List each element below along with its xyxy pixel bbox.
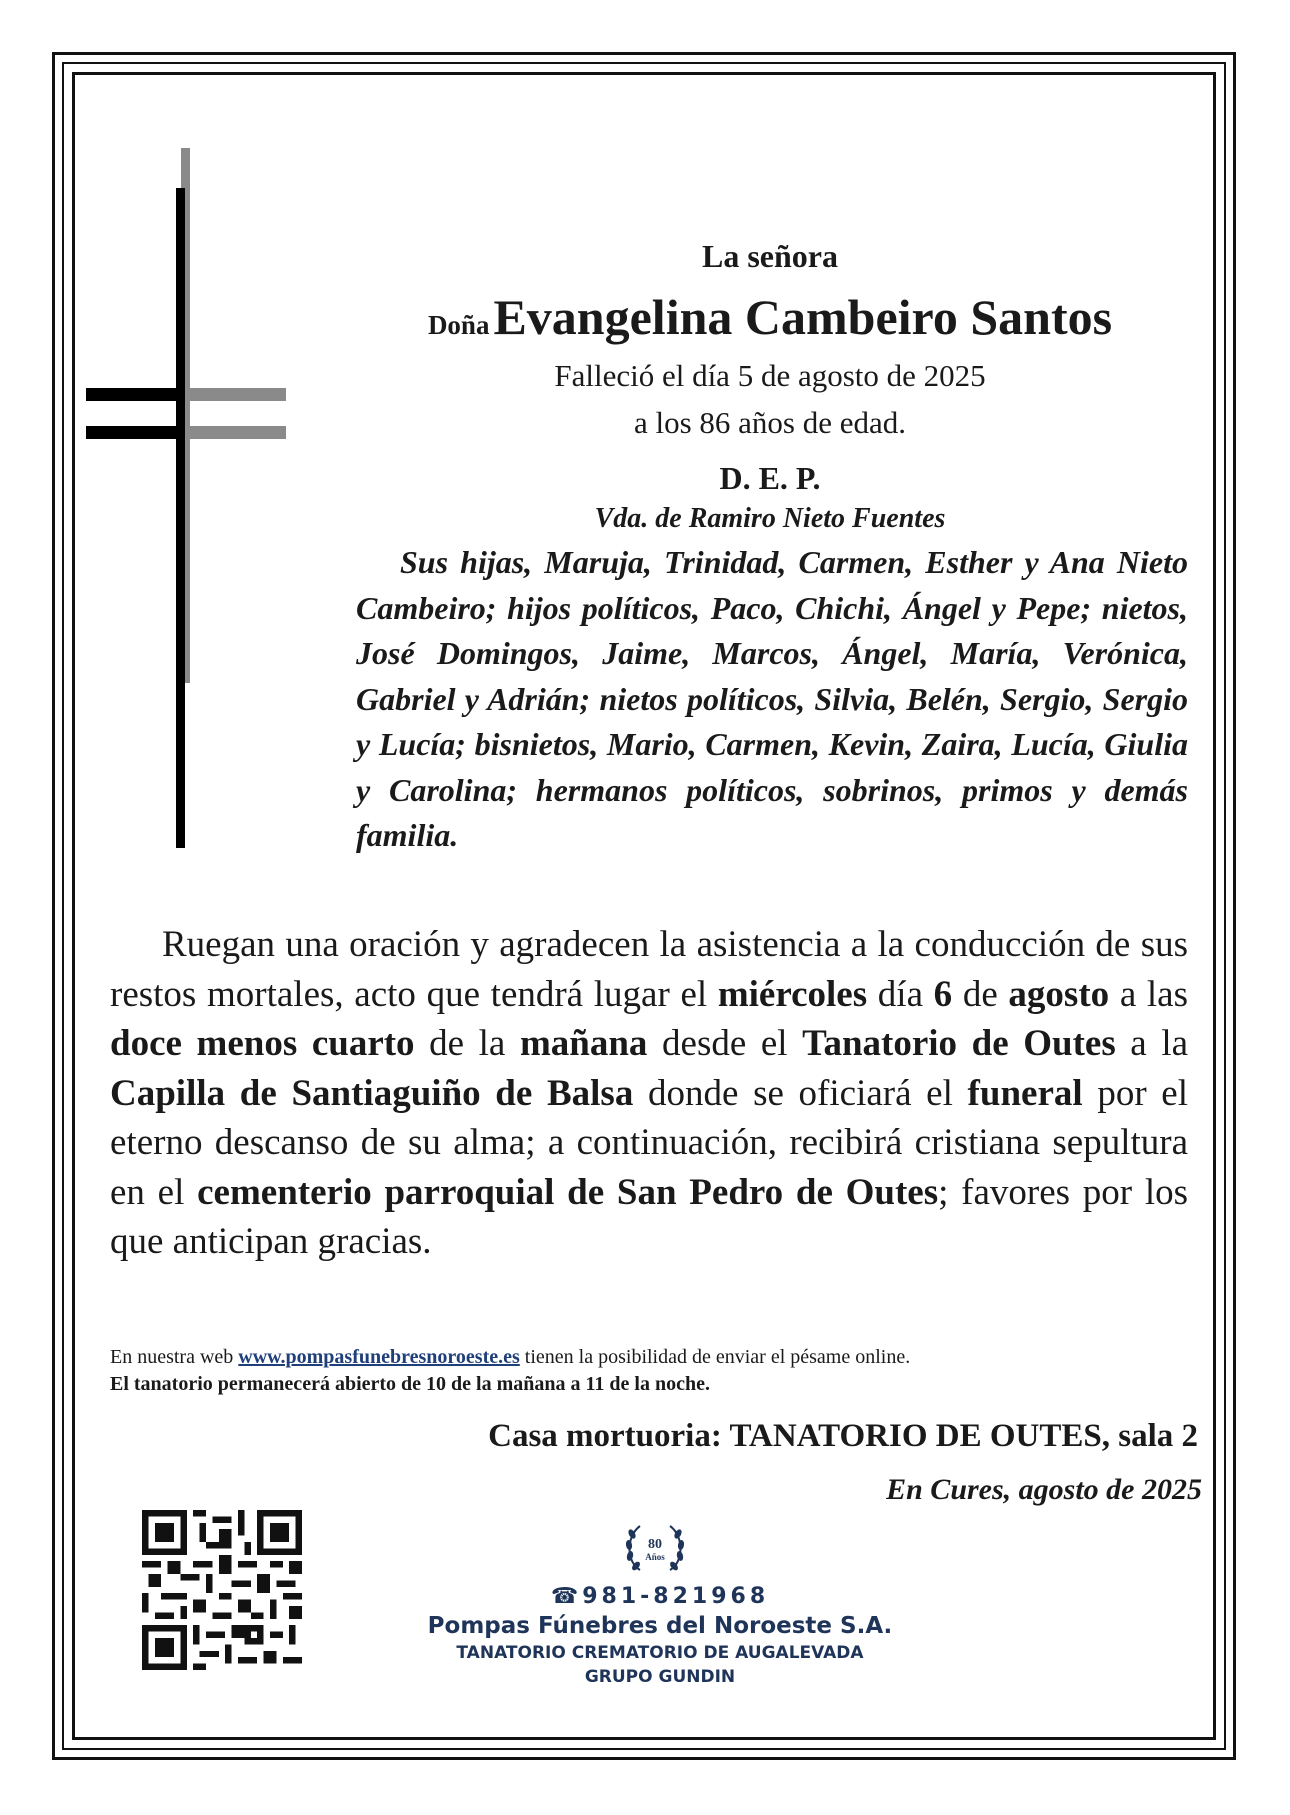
deceased-name: Evangelina Cambeiro Santos (493, 289, 1113, 345)
intro-text: La señora (702, 238, 838, 274)
widow-line: Vda. de Ramiro Nieto Fuentes (594, 503, 946, 534)
web-note: En nuestra web www.pompasfunebresnoroeste.es tienen la posibilidad de enviar el pésame online. (110, 1346, 911, 1368)
company-phone[interactable]: ☎981-821968 (550, 1584, 770, 1609)
death-date: Falleció el día 5 de agosto de 2025 (554, 358, 986, 393)
honorific: Doña (427, 310, 490, 340)
laurel-badge-icon (620, 1518, 690, 1580)
company-name: Pompas Fúnebres del Noroeste S.A. (427, 1613, 893, 1639)
age-line: a los 86 años de edad. (633, 405, 907, 440)
hours-note: El tanatorio permanecerá abierto de 10 de la mañana a 11 de la noche. (110, 1373, 710, 1395)
badge-text: Años (645, 1552, 665, 1562)
family-list: Sus hijas, Maruja, Trinidad, Carmen, Esther y Ana Nieto Cambeiro; hijos políticos, Paco, Chichi, Ángel y Pepe; nietos, José Domingos, Jaime, Marcos, Ángel, María, Verónica, Gabriel y Adrián; nietos políticos, Silvia, Belén, Sergio, Sergio y Lucía; bisnietos, Mario, Carmen, Kevin, Zaira, Lucía, Giulia y Carolina; hermanos políticos, sobrinos, primos y demás familia. (356, 544, 1188, 853)
company-subtitle: TANATORIO CREMATORIO DE AUGALEVADA (456, 1643, 864, 1663)
casa-mortuoria: Casa mortuoria: TANATORIO DE OUTES, sala 2 (488, 1418, 1198, 1454)
phone-icon: ☎ (550, 1584, 583, 1609)
company-group: GRUPO GUNDIN (584, 1667, 736, 1687)
website-link[interactable]: www.pompasfunebresnoroeste.es (238, 1346, 520, 1368)
badge-number: 80 (648, 1537, 662, 1552)
place-date: En Cures, agosto de 2025 (886, 1473, 1202, 1506)
cross-icon (86, 148, 301, 848)
ceremony-text: Ruegan una oración y agradecen la asistencia a la conducción de sus restos mortales, acto que tendrá lugar el miércoles día 6 de agosto a las doce menos cuarto de la mañana desde el Tanatorio de Outes a la Capilla de Santiaguiño de Balsa donde se oficiará el funeral por el eterno descanso de su alma; a continuación, recibirá cristiana sepultura en el cementerio parroquial de San Pedro de Outes; favores por los que anticipan gracias. (110, 924, 1189, 1262)
deceased-name-line (340, 288, 1200, 346)
qr-code-icon[interactable] (142, 1510, 302, 1670)
dep-text: D. E. P. (719, 460, 821, 496)
